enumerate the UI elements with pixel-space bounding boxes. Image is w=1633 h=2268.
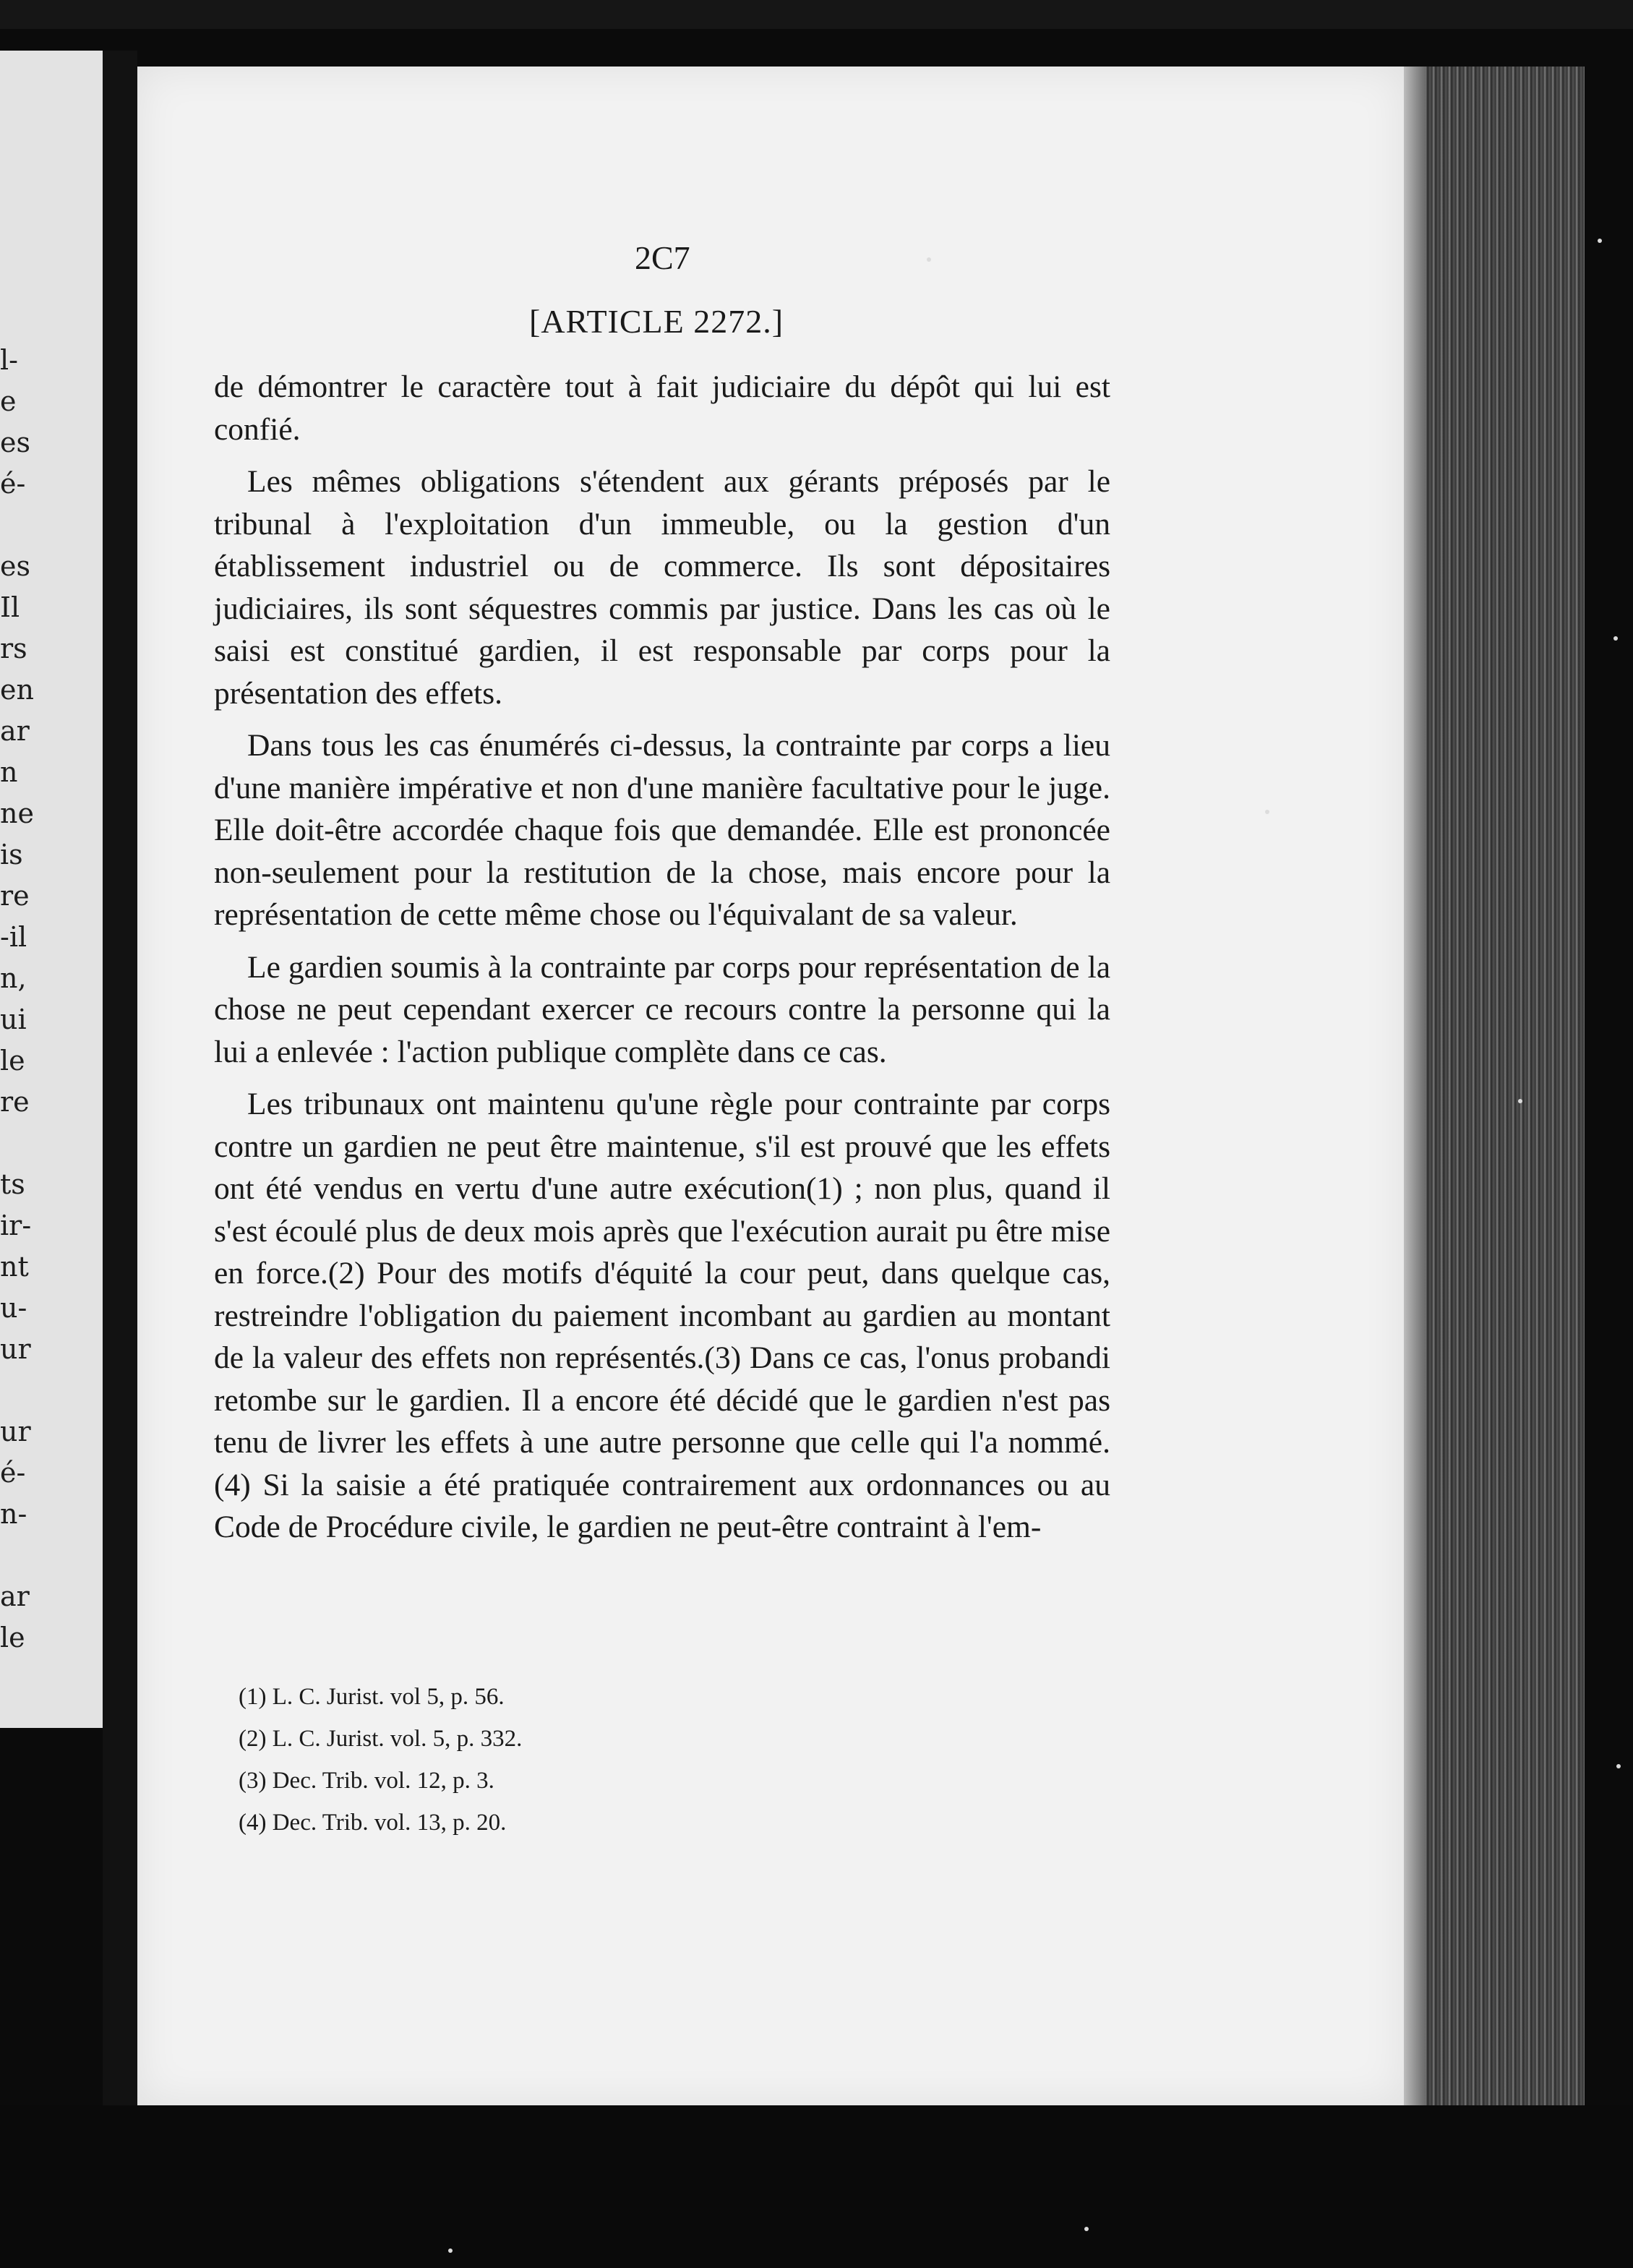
- left-fragment: ne: [0, 797, 34, 829]
- left-fragment: es: [0, 427, 30, 458]
- dust-speck: [1265, 810, 1269, 814]
- dust-speck: [1598, 239, 1602, 243]
- left-fragment: en: [0, 674, 34, 706]
- book-gutter: [103, 51, 137, 2212]
- left-fragment-gap: [0, 1370, 58, 1411]
- body-text: [214, 366, 1110, 1549]
- left-fragment-gap: [0, 1535, 58, 1576]
- dust-speck: [1613, 636, 1618, 641]
- left-fragment: nt: [0, 1251, 29, 1283]
- left-fragment: es: [0, 550, 30, 582]
- dust-speck: [927, 257, 931, 262]
- left-fragment-gap: [0, 505, 58, 546]
- footnote: (4) Dec. Trib. vol. 13, p. 20.: [239, 1810, 507, 1836]
- left-fragment: n: [0, 756, 18, 788]
- page-edge-shadow: [1404, 67, 1426, 2113]
- footnote: (1) L. C. Jurist. vol 5, p. 56.: [239, 1684, 505, 1710]
- scan-bottom-border: [0, 2105, 1633, 2268]
- scan-top-border: [0, 0, 1633, 29]
- left-fragment: re: [0, 880, 30, 912]
- left-fragment: é-: [0, 468, 26, 500]
- paragraph: Les tribunaux ont maintenu qu'une règle pour contrainte par corps contre un gardien ne peut être maintenue, s'il est prouvé que les effets ont été vendus en vertu d'une autre exécution(1) ; non plus, quand il s'est écoulé plus de deux mois après que l'exécution aurait pu être mise en force.(2) Pour des motifs d'équité la cour peut, dans quelque cas, restreindre l'obligation du paiement incombant au gardien au montant de la valeur des effets non représentés.(3) Dans ce cas, l'onus probandi retombe sur le gardien. Il a encore été décidé que le gardien n'est pas tenu de livrer les effets à une autre personne que celle qui l'a nommé.(4) Si la saisie a été pratiquée contrairement aux ordonnances ou au Code de Procédure civile, le gardien ne peut-être contraint à l'em-: [214, 1087, 1110, 1544]
- dust-speck: [1518, 1099, 1522, 1103]
- footnote: (2) L. C. Jurist. vol. 5, p. 332.: [239, 1726, 523, 1752]
- footnote: (3) Dec. Trib. vol. 12, p. 3.: [239, 1768, 494, 1794]
- left-fragment: re: [0, 1086, 30, 1118]
- page-number: 2C7: [635, 239, 690, 276]
- paragraph: Le gardien soumis à la contrainte par corps pour représentation de la chose ne peut cependant exercer ce recours contre la personne qui la lui a enlevée : l'action publique complète dans ce cas.: [214, 949, 1110, 1069]
- left-fragment: u-: [0, 1292, 27, 1324]
- left-page-fragment: [0, 51, 107, 1728]
- paragraph: Les mêmes obligations s'étendent aux gérants préposés par le tribunal à l'exploitation d'un immeuble, ou la gestion d'un établissement industriel ou de commerce. Ils sont dépositaires judiciaires, ils sont séquestres commis par justice. Dans les cas où le saisi est constitué gardien, il est responsable par corps pour la présentation des effets.: [214, 464, 1110, 711]
- footnotes: [239, 1676, 522, 1844]
- left-fragment: Il: [0, 591, 20, 623]
- left-fragment: -il: [0, 921, 27, 953]
- left-fragment: l-: [0, 344, 18, 376]
- paragraph: Dans tous les cas énumérés ci-dessus, la contrainte par corps a lieu d'une manière impérative et non d'une manière facultative pour le juge. Elle doit-être accordée chaque fois que demandée. Elle est prononcée non-seulement pour la restitution de la chose, mais encore pour la représentation de cette même chose ou l'équivalant de sa valeur.: [214, 728, 1110, 932]
- left-fragment: ar: [0, 715, 30, 747]
- left-fragment-gap: [0, 1123, 58, 1164]
- left-fragment: ts: [0, 1168, 25, 1200]
- left-fragment: ur: [0, 1333, 31, 1365]
- dust-speck: [1616, 1764, 1621, 1768]
- left-fragment: ar: [0, 1580, 30, 1612]
- left-fragment: n-: [0, 1498, 27, 1530]
- left-fragment: le: [0, 1622, 25, 1653]
- left-fragment: n,: [0, 962, 27, 994]
- left-fragment: is: [0, 839, 23, 870]
- left-fragment: e: [0, 385, 17, 417]
- paragraph: de démontrer le caractère tout à fait judiciaire du dépôt qui lui est confié.: [214, 369, 1110, 447]
- dust-speck: [1084, 2227, 1089, 2231]
- stacked-page-edges: [1404, 67, 1585, 2113]
- article-heading: [ARTICLE 2272.]: [529, 303, 784, 340]
- left-fragment: ui: [0, 1004, 27, 1035]
- left-fragment: rs: [0, 633, 27, 664]
- left-fragment: é-: [0, 1457, 26, 1489]
- left-page-text-fragments: [0, 340, 58, 1659]
- dust-speck: [448, 2248, 453, 2253]
- left-fragment: ir-: [0, 1210, 32, 1241]
- left-fragment: le: [0, 1045, 25, 1077]
- left-fragment: ur: [0, 1416, 31, 1447]
